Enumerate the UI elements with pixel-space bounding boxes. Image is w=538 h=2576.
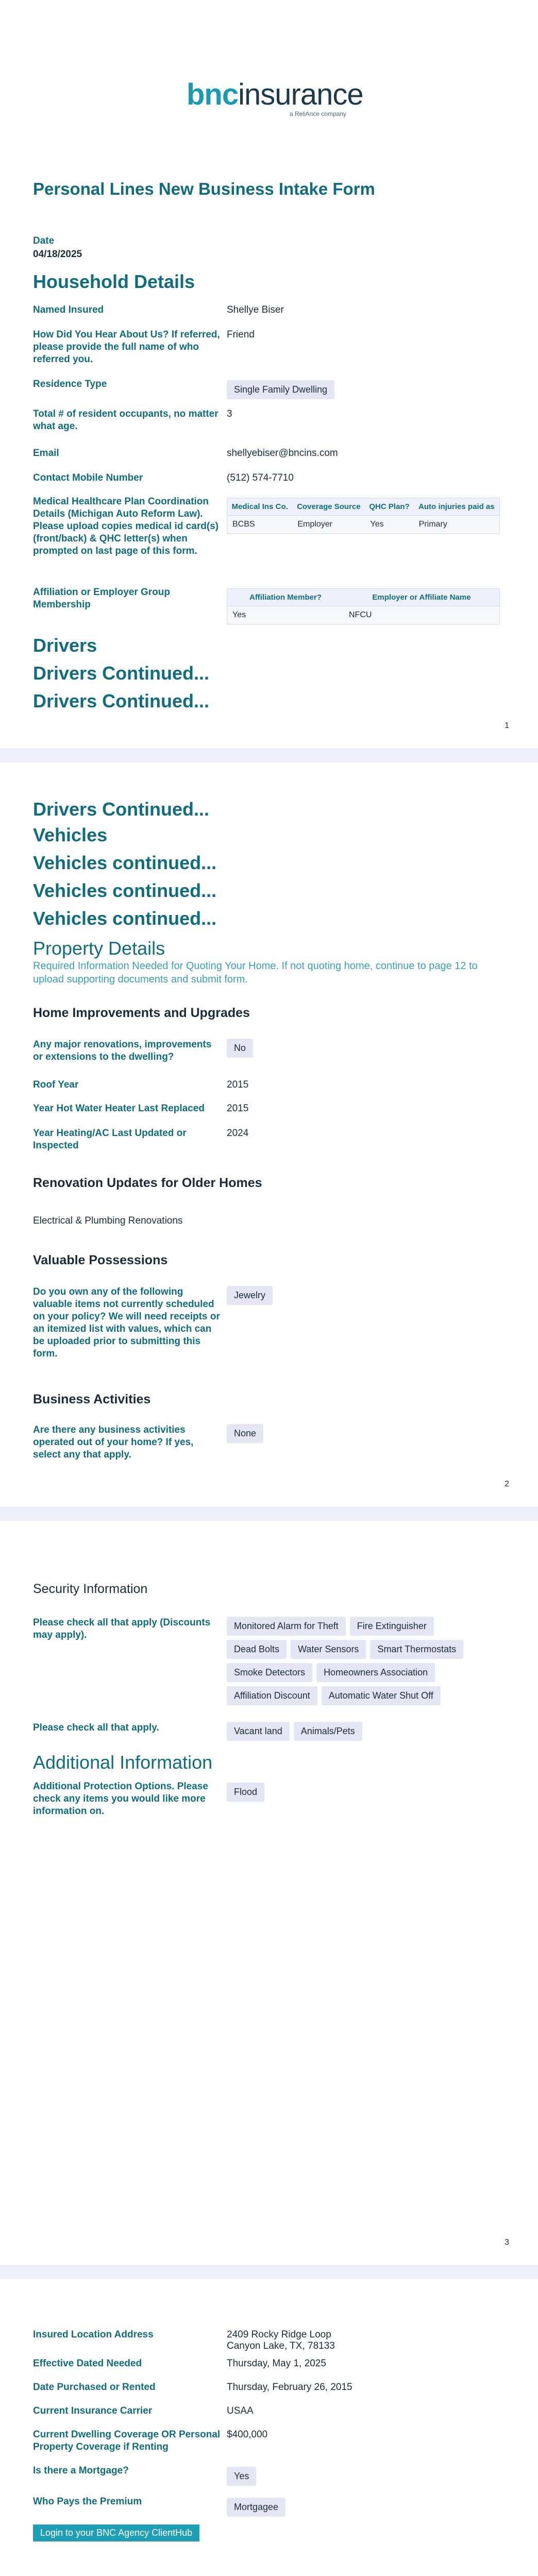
protection-label: Additional Protection Options. Please check any items you would like more information on. — [33, 1781, 208, 1817]
affiliation-header: Affiliation Member? — [227, 589, 344, 606]
mobile-label: Contact Mobile Number — [33, 472, 143, 483]
clienthub-login-button[interactable]: Login to your BNC Agency ClientHub — [33, 2524, 199, 2541]
medical-cell: BCBS — [227, 516, 293, 534]
address-line1: 2409 Rocky Ridge Loop — [227, 2329, 331, 2340]
medical-cell: Employer — [292, 516, 365, 534]
business-label: Are there any business activities operated out of your home? If yes, select any that apply. — [33, 1425, 194, 1460]
drivers-title: Drivers — [33, 635, 97, 656]
logo-brand: bnc — [187, 78, 239, 111]
heard-about-value: Friend — [227, 329, 255, 340]
premium-value: Mortgagee — [227, 2498, 285, 2517]
vehicles-title: Vehicles — [33, 824, 108, 845]
renovation-updates-value: Electrical & Plumbing Renovations — [33, 1215, 183, 1226]
address-label: Insured Location Address — [33, 2329, 154, 2340]
purchased-value: Thursday, February 26, 2015 — [227, 2382, 352, 2393]
protection-value: Flood — [227, 1783, 264, 1802]
drivers-continued-title: Drivers Continued... — [33, 663, 210, 684]
residence-type-value: Single Family Dwelling — [227, 380, 334, 399]
required-note: Required Information Needed for Quoting Your Home. If not quoting home, continue to page 12 to upload supporting documents and submit form. — [33, 960, 478, 985]
security-title: Security Information — [33, 1582, 148, 1596]
household-title: Household Details — [33, 271, 195, 292]
table-row — [227, 606, 500, 624]
discounts-label: Please check all that apply (Discounts may apply). — [33, 1617, 211, 1640]
affiliation-header: Employer or Affiliate Name — [344, 589, 500, 606]
effective-value: Thursday, May 1, 2025 — [227, 2358, 326, 2369]
page-1 — [0, 0, 538, 748]
check-options — [227, 1722, 362, 1741]
residence-type-label: Residence Type — [33, 379, 107, 389]
drivers-continued-title: Drivers Continued... — [33, 799, 210, 820]
roof-year-value: 2015 — [227, 1079, 249, 1090]
purchased-label: Date Purchased or Rented — [33, 2382, 156, 2393]
email-value: shellyebiser@bncins.com — [227, 448, 338, 459]
roof-year-label: Roof Year — [33, 1079, 79, 1090]
vehicles-continued-title: Vehicles continued... — [33, 908, 217, 929]
coverage-label: Current Dwelling Coverage OR Personal Property Coverage if Renting — [33, 2429, 221, 2452]
page-number: 2 — [505, 1480, 509, 1488]
heard-about-label: How Did You Hear About Us? If referred, please provide the full name of who referred you. — [33, 329, 220, 365]
medical-header: Coverage Source — [292, 498, 365, 516]
discount-option: Monitored Alarm for Theft — [227, 1617, 346, 1636]
renovation-updates-title: Renovation Updates for Older Homes — [33, 1176, 262, 1190]
medical-cell: Yes — [365, 516, 413, 534]
affiliation-cell: Yes — [227, 606, 344, 624]
page-4 — [0, 2279, 538, 2576]
mortgage-value: Yes — [227, 2467, 256, 2486]
bnc-insurance-logo — [187, 77, 363, 118]
discount-option: Fire Extinguisher — [350, 1617, 434, 1636]
additional-title: Additional Information — [33, 1752, 213, 1773]
medical-table — [227, 498, 500, 534]
discount-option: Homeowners Association — [316, 1663, 435, 1682]
named-insured-label: Named Insured — [33, 304, 104, 315]
medical-header: QHC Plan? — [365, 498, 413, 516]
renovations-value: No — [227, 1039, 253, 1058]
premium-label: Who Pays the Premium — [33, 2496, 142, 2507]
business-title: Business Activities — [33, 1392, 151, 1406]
heating-value: 2024 — [227, 1128, 249, 1139]
date-label: Date — [33, 235, 55, 246]
water-heater-value: 2015 — [227, 1103, 249, 1114]
affiliation-label: Affiliation or Employer Group Membership — [33, 587, 171, 610]
occupants-label: Total # of resident occupants, no matter what age. — [33, 409, 218, 432]
medical-header: Medical Ins Co. — [227, 498, 293, 516]
page-2 — [0, 762, 538, 1506]
mobile-value: (512) 574-7710 — [227, 472, 294, 483]
check-option: Animals/Pets — [294, 1722, 362, 1741]
occupants-value: 3 — [227, 409, 232, 419]
affiliation-cell: NFCU — [344, 606, 500, 624]
date-value: 04/18/2025 — [33, 249, 82, 260]
discount-options — [227, 1617, 495, 1705]
valuables-title: Valuable Possessions — [33, 1253, 168, 1267]
discount-option: Smoke Detectors — [227, 1663, 312, 1682]
valuables-value: Jewelry — [227, 1286, 273, 1305]
page-3 — [0, 1521, 538, 2265]
logo-word: insurance — [238, 78, 363, 111]
address-line2: Canyon Lake, TX, 78133 — [227, 2341, 335, 2351]
check-label: Please check all that apply. — [33, 1722, 159, 1733]
table-row — [227, 516, 500, 534]
medical-header: Auto injuries paid as — [414, 498, 500, 516]
vehicles-continued-title: Vehicles continued... — [33, 852, 217, 873]
business-value: None — [227, 1424, 263, 1443]
page-number: 1 — [505, 721, 509, 730]
improvements-title: Home Improvements and Upgrades — [33, 1006, 250, 1020]
vehicles-continued-title: Vehicles continued... — [33, 880, 217, 901]
email-label: Email — [33, 448, 59, 459]
discount-option: Water Sensors — [291, 1640, 366, 1659]
heating-label: Year Heating/AC Last Updated or Inspected — [33, 1128, 187, 1151]
check-option: Vacant land — [227, 1722, 290, 1741]
discount-option: Affiliation Discount — [227, 1686, 317, 1705]
mortgage-label: Is there a Mortgage? — [33, 2465, 129, 2476]
property-title: Property Details — [33, 938, 165, 959]
carrier-value: USAA — [227, 2405, 254, 2416]
discount-option: Dead Bolts — [227, 1640, 287, 1659]
effective-label: Effective Dated Needed — [33, 2358, 142, 2369]
logo-subtitle: a ReliAnce company — [289, 110, 346, 117]
water-heater-label: Year Hot Water Heater Last Replaced — [33, 1103, 205, 1114]
carrier-label: Current Insurance Carrier — [33, 2405, 153, 2416]
valuables-label: Do you own any of the following valuable items not currently scheduled on your policy? We will need receipts or an itemized list with values, which can be uploaded prior to submitting this form. — [33, 1286, 220, 1359]
discount-option: Automatic Water Shut Off — [322, 1686, 441, 1705]
coverage-value: $400,000 — [227, 2429, 268, 2440]
form-title: Personal Lines New Business Intake Form — [33, 179, 375, 198]
named-insured-value: Shellye Biser — [227, 304, 284, 315]
medical-cell: Primary — [414, 516, 500, 534]
medical-label: Medical Healthcare Plan Coordination Details (Michigan Auto Reform Law). Please upload copies medical id card(s) (front/back) & QHC letter(s) when prompted on last page of this form. — [33, 496, 219, 556]
renovations-label: Any major renovations, improvements or extensions to the dwelling? — [33, 1039, 212, 1062]
affiliation-table — [227, 588, 500, 624]
page-number: 3 — [505, 2238, 509, 2247]
drivers-continued-title: Drivers Continued... — [33, 690, 210, 711]
discount-option: Smart Thermostats — [370, 1640, 463, 1659]
